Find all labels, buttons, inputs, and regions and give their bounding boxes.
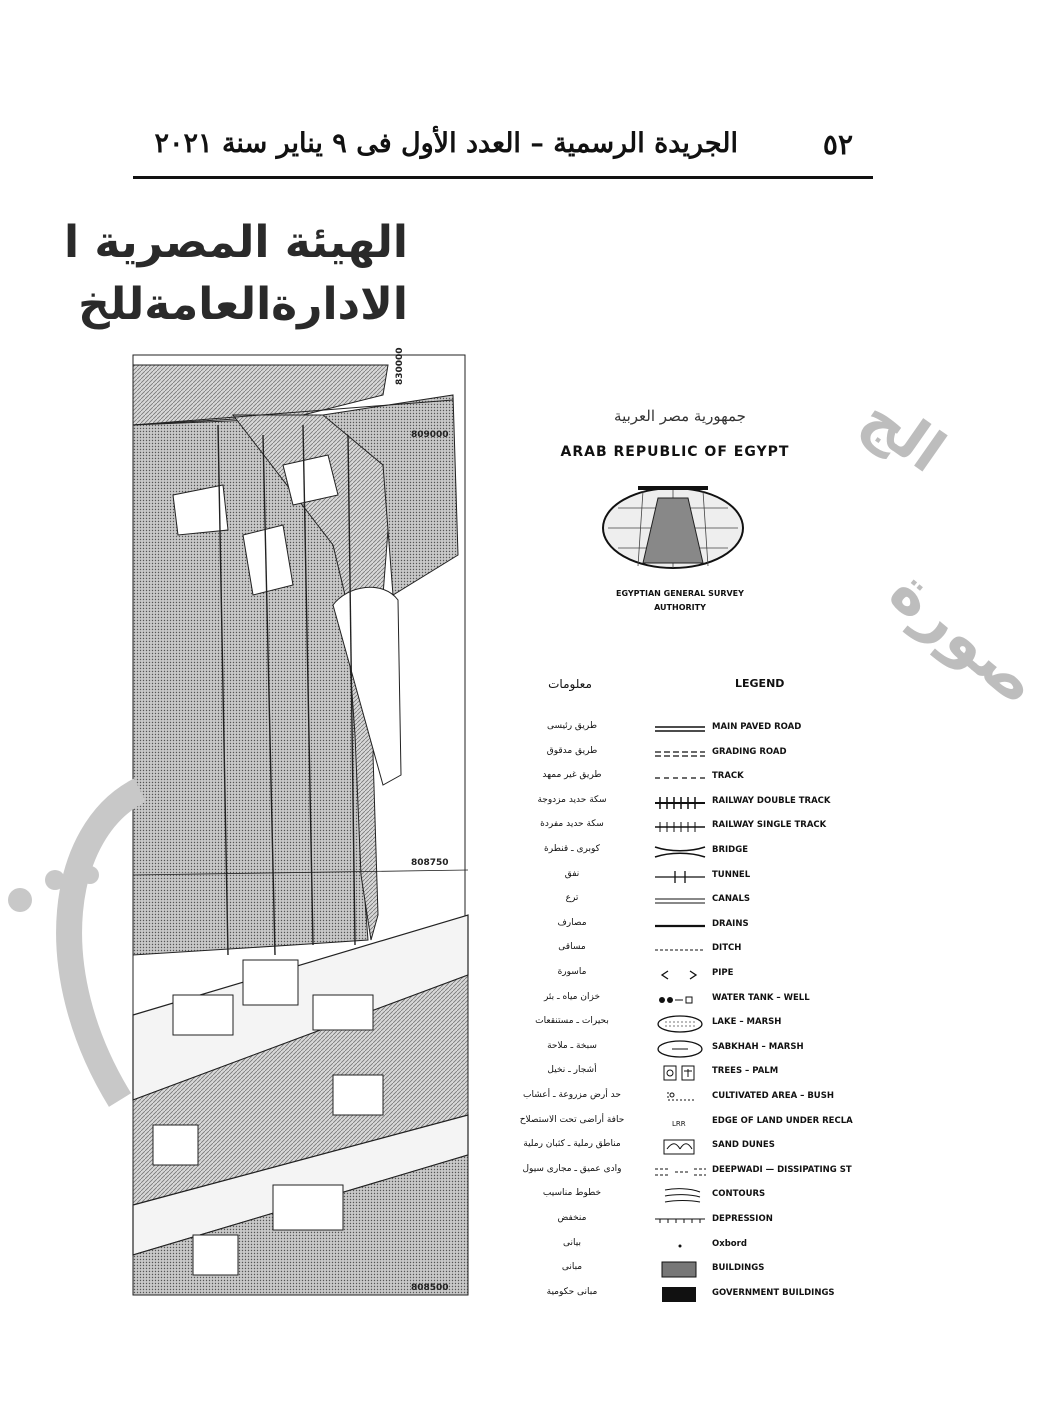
legend-symbol-contours [650,1184,710,1208]
watermark-emblem [0,770,260,1130]
legend-label: GOVERNMENT BUILDINGS [712,1287,835,1298]
legend-label: MAIN PAVED ROAD [712,722,802,732]
legend-label: SABKHAH – MARSH [712,1041,804,1052]
legend-label: TUNNEL [712,869,751,880]
legend-label-arabic: حافة أراضى تحت الاستصلاح [519,1114,625,1125]
legend-label: LAKE – MARSH [712,1017,782,1028]
legend-label-arabic: مساقى [558,942,586,953]
legend-row [480,791,860,815]
legend-row [480,914,860,938]
legend-row [480,865,860,889]
legend-symbol-govt [650,1283,710,1307]
legend-label: DEPRESSION [712,1214,773,1224]
legend-symbol-trees [650,1061,710,1085]
legend-row [480,1111,860,1135]
legend-label-arabic: بيانى [563,1237,581,1248]
legend-label-arabic: سكة حديد مزدوجة [537,794,607,805]
legend-label-arabic: سكة حديد مفردة [540,819,604,830]
legend-label: TREES – PALM [712,1066,779,1077]
legend-label: RAILWAY DOUBLE TRACK [712,795,831,806]
legend-symbol-dunes [650,1135,710,1159]
legend-label: EDGE OF LAND UNDER RECLA [712,1115,853,1126]
legend-heading: LEGEND [735,677,785,690]
legend-symbol-well [650,988,710,1012]
map-coord-808750: 808750 [411,858,449,868]
legend-label: CULTIVATED AREA – BUSH [712,1091,834,1101]
legend-row [480,1234,860,1258]
legend-symbol-rail-single [650,815,710,839]
legend-row [480,1061,860,1085]
country-name: ARAB REPUBLIC OF EGYPT [560,444,790,460]
legend-row [480,1135,860,1159]
legend-row [480,889,860,913]
legend-label-arabic: نفق [564,868,580,879]
legend-symbol-tunnel [650,865,710,889]
legend-label-arabic: ترع [565,893,579,904]
legend-label-arabic: وادى عميق ـ مجارى سيول [522,1163,622,1174]
legend-symbol-edge [650,1111,710,1135]
legend-label-arabic: ماسورة [557,967,587,977]
survey-line-1: EGYPTIAN GENERAL SURVEY [616,589,744,598]
legend-label-arabic: مصارف [557,917,587,928]
legend-row [480,988,860,1012]
legend-heading-arabic: معلومات [548,677,592,691]
legend-symbol-oxbord [650,1234,710,1258]
legend-symbol-rail-double [650,791,710,815]
legend-label: WATER TANK – WELL [712,992,810,1003]
survey-line-2: AUTHORITY [654,603,706,612]
legend-label: TRACK [712,771,744,782]
legend-symbol-drains [650,914,710,938]
legend-symbol-ditch [650,938,710,962]
legend-row [480,1086,860,1110]
legend-row [480,1209,860,1233]
legend-row [480,840,860,864]
legend-label-arabic: طريق غير ممهد [542,770,602,781]
legend-label: CONTOURS [712,1189,766,1200]
legend-row [480,1012,860,1036]
gazette-title: الجريدة الرسمية – العدد الأول فى ٩ يناير سنة ٢٠٢١ [154,128,738,159]
legend-row [480,717,860,741]
map-coord-808500: 808500 [411,1283,449,1293]
legend-label: DITCH [712,943,742,954]
legend-row [480,1160,860,1184]
legend-symbol-canals [650,889,710,913]
emblem-script: جمهورية مصر العربية [614,407,746,425]
legend-label-arabic: خزان مياه ـ بئر [543,991,601,1002]
legend-symbol-pipe [650,963,710,987]
legend-row [480,742,860,766]
legend-row [480,766,860,790]
legend-label-arabic: منخفض [557,1213,587,1223]
legend-row [480,963,860,987]
legend-label: BRIDGE [712,845,749,855]
legend-label-arabic: حد أرض مزروعة ـ أعشاب [523,1090,621,1100]
legend-label: DEEPWADI — DISSIPATING ST [712,1164,852,1175]
authority-line-1: الهيئة المصرية ا [63,217,408,268]
legend-label-arabic: مناطق رملية ـ كثبان رملية [523,1139,621,1150]
legend-label: Oxbord [712,1238,747,1249]
legend-symbol-grading-road [650,742,710,766]
legend-label-arabic: مبانى [561,1262,583,1273]
authority-line-2: الادارةالعامةللخ [78,279,408,330]
legend-row [480,1037,860,1061]
legend-label-arabic: طريق مدقوق [546,745,598,756]
legend-label-arabic: مبانى حكومية [546,1286,598,1297]
legend-label-arabic: خطوط مناسيب [542,1188,602,1199]
watermark-text-1: الج [850,382,958,486]
legend-symbol-wadi [650,1160,710,1184]
legend-label: SAND DUNES [712,1140,775,1151]
svg-text:LRR: LRR [672,1119,686,1128]
legend-row [480,1283,860,1307]
legend-symbol-lake [650,1012,710,1036]
legend-label-arabic: سبخة ـ ملاحة [547,1040,597,1051]
authority-title [63,205,408,335]
legend-symbol-bridge [650,840,710,864]
legend-symbol-cultivated [650,1086,710,1110]
watermark-text-2: صورة [876,553,1055,720]
legend-label: CANALS [712,894,751,905]
legend-label-arabic: أشجار ـ نخيل [547,1065,597,1076]
legend-row [480,1258,860,1282]
legend-label-arabic: كوبرى ـ قنطرة [544,844,600,854]
legend-symbol-sabkhah [650,1037,710,1061]
legend-symbol-buildings [650,1258,710,1282]
legend-label: BUILDINGS [712,1263,765,1274]
legend-panel [480,355,860,1298]
legend-row [480,938,860,962]
legend-label-arabic: بحيرات ـ مستنقعات [535,1016,609,1027]
legend-label-arabic: طريق رئيسى [546,721,598,731]
header-rule [133,176,873,179]
legend-label: GRADING ROAD [712,746,787,757]
legend-symbol-track [650,766,710,790]
legend-label: RAILWAY SINGLE TRACK [712,820,827,831]
legend-symbol-main-road [650,717,710,741]
map-coord-809000: 809000 [411,430,449,440]
map-coord-top: 830000 [395,347,405,385]
legend-label: DRAINS [712,918,749,929]
legend-symbol-depression [650,1209,710,1233]
legend-row [480,815,860,839]
survey-authority [570,587,790,615]
legend-label: PIPE [712,968,734,978]
page-header [133,118,873,178]
survey-globe-logo [598,473,748,573]
legend-row [480,1184,860,1208]
page-number: ٥٢ [822,128,853,161]
